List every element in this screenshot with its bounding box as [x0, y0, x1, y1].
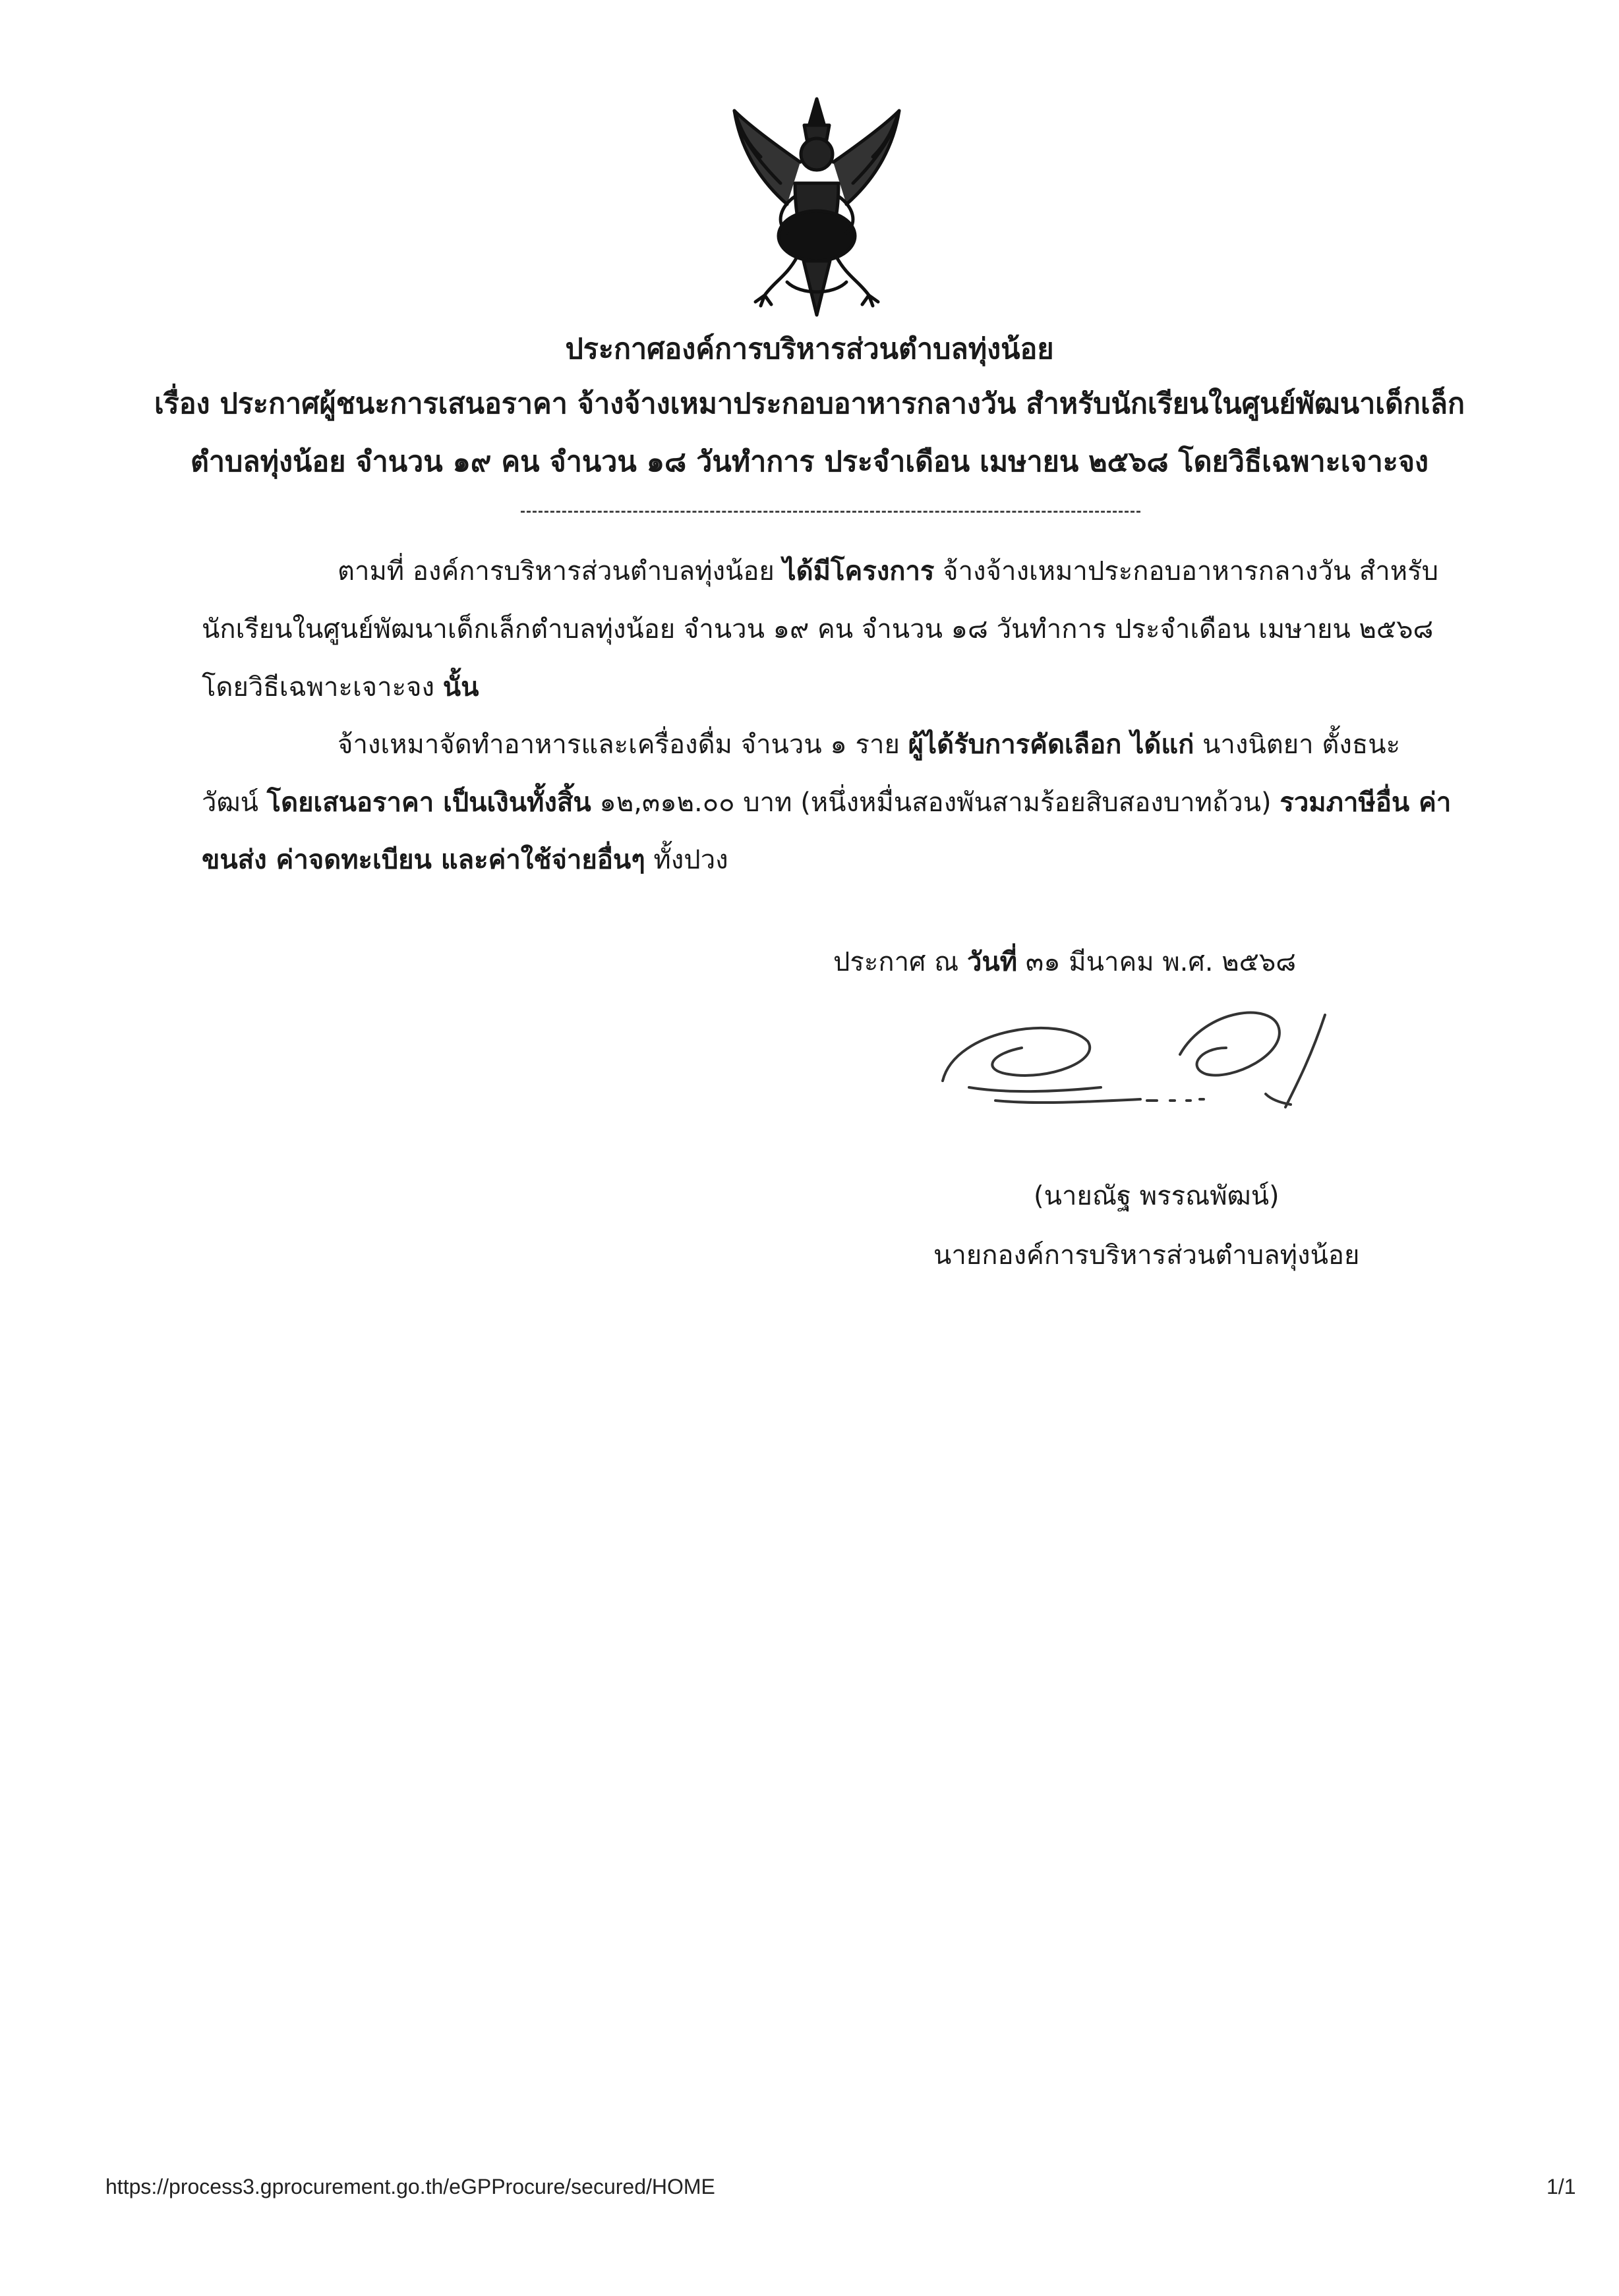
p2-line2-text-b: โดยเสนอราคา เป็นเงินทั้งสิ้น [266, 788, 591, 818]
paragraph-2-line-2 [202, 789, 1451, 816]
title-divider [521, 511, 1140, 513]
paragraph-2-line-1 [338, 732, 1400, 758]
p2-text-b: ผู้ได้รับการคัดเลือก ได้แก่ [908, 730, 1194, 760]
p2-line2-text-a: วัฒน์ [202, 788, 267, 818]
p2-text-a: จ้างเหมาจัดทำอาหารและเครื่องดื่ม จำนวน ๑ ราย [338, 730, 908, 760]
p2-line3-text: ทั้งปวง [645, 845, 728, 875]
p1-text-a: ตามที่ องค์การบริหารส่วนตำบลทุ่งน้อย [338, 556, 783, 587]
announcement-title: ประกาศองค์การบริหารส่วนตำบลทุ่งน้อย [565, 333, 1054, 366]
handwritten-signature-icon [929, 1002, 1378, 1120]
announcement-subject-line-2: ตำบลทุ่งน้อย จำนวน ๑๙ คน จำนวน ๑๘ วันทำการ ประจำเดือน เมษายน ๒๕๖๘ โดยวิธีเฉพาะเจาะจง [190, 445, 1429, 478]
date-prefix: ประกาศ ณ [833, 947, 967, 977]
announcement-subject-line-1: เรื่อง ประกาศผู้ชนะการเสนอราคา จ้างจ้างเหมาประกอบอาหารกลางวัน สำหรับนักเรียนในศูนย์พัฒนาเด็กเล็ก [154, 387, 1465, 420]
p2-text-c: นางนิตยา ตั้งธนะ [1194, 730, 1401, 760]
paragraph-1-line-3 [202, 674, 479, 701]
p1-text-c: จ้างจ้างเหมาประกอบอาหารกลางวัน สำหรับ [934, 556, 1439, 587]
footer-page-number: 1/1 [1546, 2175, 1576, 2198]
p1-line3-bold: นั้น [442, 672, 479, 703]
date-value: ๓๑ มีนาคม พ.ศ. ๒๕๖๘ [1017, 947, 1297, 977]
date-label: วันที่ [966, 947, 1018, 977]
paragraph-2-line-3 [202, 847, 728, 873]
paragraph-1-line-1 [338, 558, 1438, 585]
p2-line2-text-c: ๑๒,๓๑๒.๐๐ บาท (หนึ่งหมื่นสองพันสามร้อยสิบสองบาทถ้วน) [591, 788, 1280, 818]
p2-line2-text-d: รวมภาษีอื่น ค่า [1280, 788, 1452, 818]
paragraph-1-line-2: นักเรียนในศูนย์พัฒนาเด็กเล็กตำบลทุ่งน้อย จำนวน ๑๙ คน จำนวน ๑๘ วันทำการ ประจำเดือน เมษายน ๒๕๖๘ [202, 614, 1434, 645]
signer-title: นายกองค์การบริหารส่วนตำบลทุ่งน้อย [933, 1240, 1360, 1271]
p1-text-b: ได้มีโครงการ [782, 556, 935, 587]
announcement-date [833, 949, 1296, 975]
garuda-emblem-icon [721, 84, 912, 328]
signer-name: (นายณัฐ พรรณพัฒน์) [1034, 1181, 1280, 1211]
footer-url: https://process3.gprocurement.go.th/eGPProcure/secured/HOME [105, 2175, 715, 2198]
p2-line3-bold: ขนส่ง ค่าจดทะเบียน และค่าใช้จ่ายอื่นๆ [202, 845, 645, 875]
p1-line3-text: โดยวิธีเฉพาะเจาะจง [202, 672, 443, 703]
